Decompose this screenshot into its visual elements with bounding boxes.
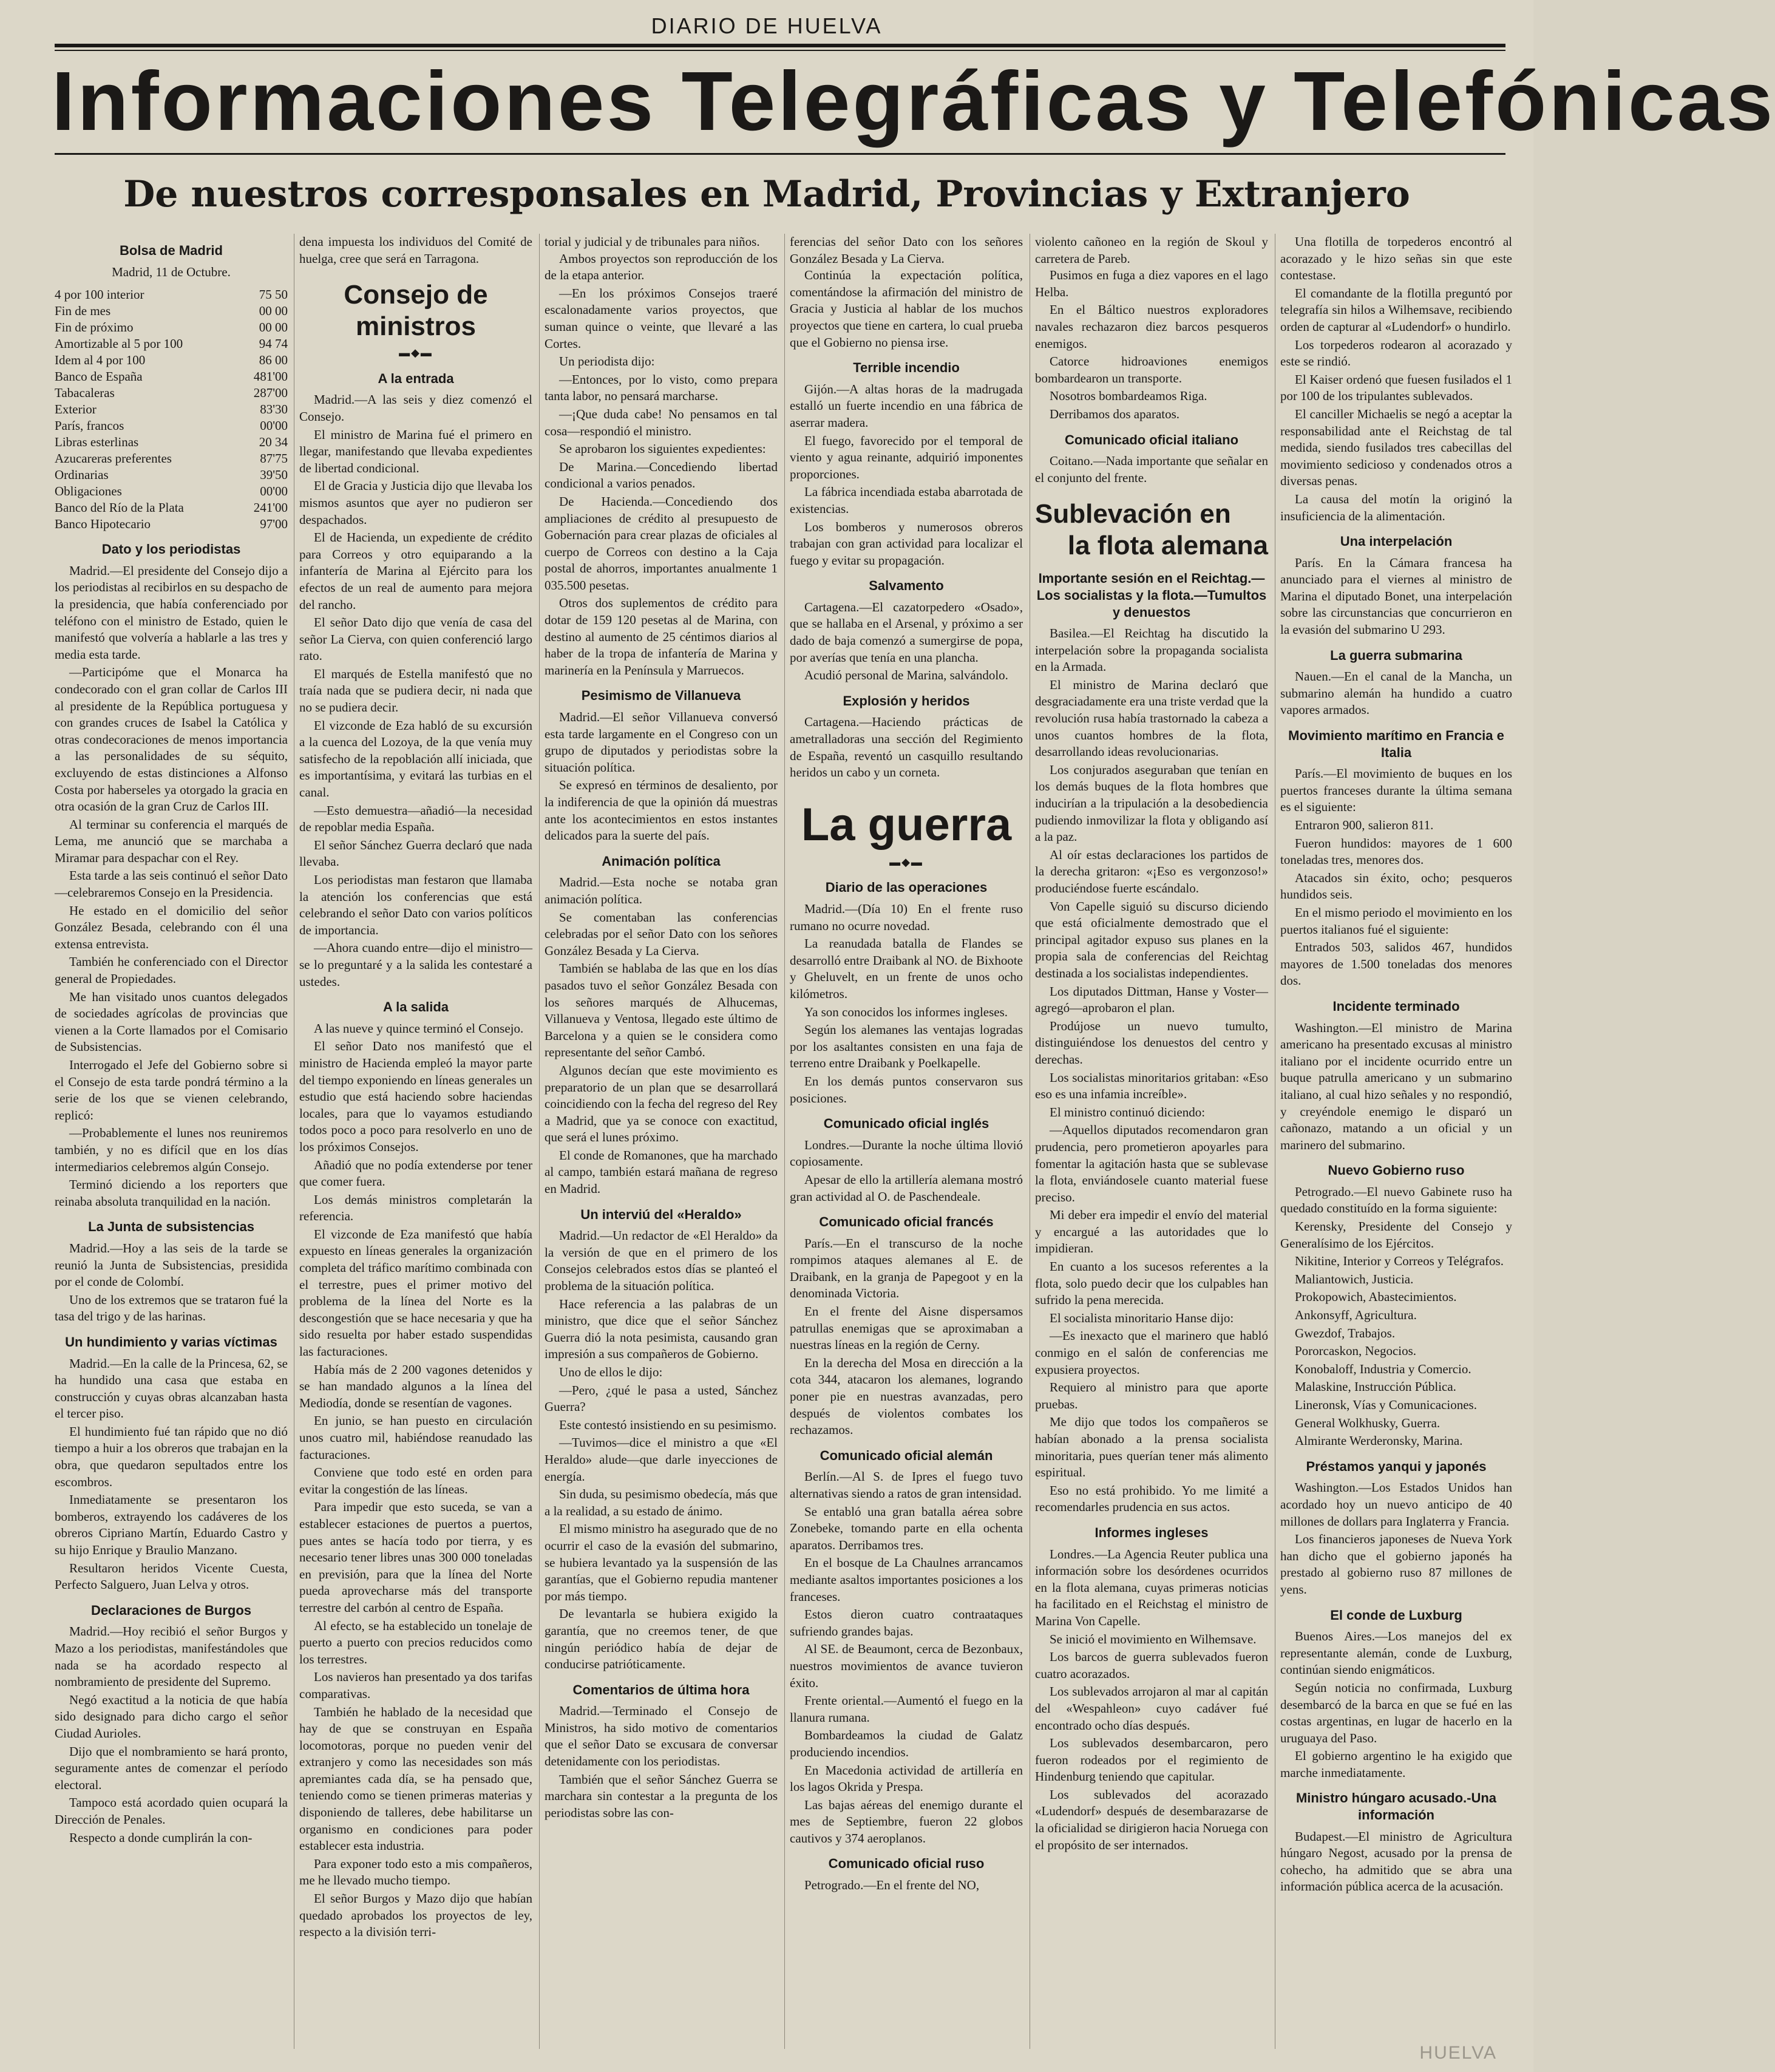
paragraph: A las nueve y quince terminó el Consejo. bbox=[314, 1021, 524, 1036]
article-body bbox=[790, 714, 1023, 781]
stock-value: 97'00 bbox=[260, 517, 288, 532]
paragraph: —Aquellos diputados recomendaron gran prudencia, pero prometieron apoyarles para fomentar la agitación hasta que se sublevase la flota, enviándosele cuanto material fuese preciso. bbox=[1035, 1123, 1268, 1204]
paragraph: Nikitine, Interior y Correos y Telégrafos. bbox=[1295, 1254, 1504, 1269]
paragraph: Entraron 900, salieron 811. bbox=[1295, 818, 1434, 832]
paragraph: En el mismo periodo el movimiento en los puertos italianos fué el siguiente: bbox=[1280, 905, 1512, 937]
paragraph: Ya son conocidos los informes ingleses. bbox=[804, 1004, 1008, 1019]
continued-text: ferencias del señor Dato con los señores González Besada y La Cierva. bbox=[790, 234, 1023, 266]
paragraph: Hace referencia a las palabras de un ministro, que dice que el señor Sánchez Guerra dió la nota pesimista, causando gran impresión a sus compañeros de Gobierno. bbox=[545, 1296, 778, 1362]
stock-name: Amortizable al 5 por 100 bbox=[55, 336, 183, 352]
paragraph: El marqués de Estella manifestó que no traía nada que se pudiera decir, ni nada que no se pudiera decir. bbox=[299, 666, 532, 715]
paragraph: También he hablado de la necesidad que hay de que se construyan en España locomotoras, porque no pueden venir del extranjero y como las necesidades son más apremiantes cada día, se ha pensado que, teniendo como se tienen primeras materias y disponiendo de talleres, debe habilitarse un organismo en condiciones para poder establecer esta industria. bbox=[299, 1704, 532, 1853]
article-body bbox=[1280, 555, 1512, 639]
paragraph: Los socialistas minoritarios gritaban: «Eso eso es una infamia increíble». bbox=[1035, 1070, 1268, 1102]
paragraph: El comandante de la flotilla preguntó por telegrafía sin hilos a Wilhemsave, recibiendo orden de capturar al «Ludendorf» o hundirlo. bbox=[1280, 285, 1512, 334]
section-title: Sublevación en bbox=[1035, 499, 1231, 529]
section-heading: Préstamos yanqui y japonés bbox=[1306, 1458, 1487, 1474]
column-2 bbox=[294, 234, 537, 2049]
paragraph: Conviene que todo esté en orden para evitar la congestión de las líneas. bbox=[299, 1465, 532, 1496]
section-heading: A la salida bbox=[382, 999, 449, 1015]
paragraph: Petrogrado.—En el frente del NO, bbox=[804, 1878, 980, 1893]
paragraph: Este contestó insistiendo en su pesimismo. bbox=[559, 1417, 777, 1432]
stock-name: Tabacaleras bbox=[55, 386, 115, 401]
paragraph: También he conferenciado con el Director general de Propiedades. bbox=[55, 954, 288, 987]
paragraph: El mismo ministro ha asegurado que de no ocurrir el caso de la evasión del submarino, se hubiera levantado ya la suspensión de las garantías, que el Gobierno repudia mantener por más tiempo. bbox=[545, 1521, 778, 1603]
paragraph: —En los próximos Consejos traeré escalonadamente varios proyectos, que suman quince o veinte, que llevaré a las Cortes. bbox=[545, 285, 778, 351]
section-heading: Informes ingleses bbox=[1095, 1524, 1209, 1540]
paragraph: Madrid.—Hoy a las seis de la tarde se reunió la Junta de Subsistencias, presidida por el conde de Colombí. bbox=[55, 1240, 288, 1289]
section-title: la flota alemana bbox=[1067, 531, 1268, 561]
paragraph: Se inició el movimiento en Wilhemsave. bbox=[1050, 1631, 1257, 1646]
paragraph: Mi deber era impedir el envío del material y encargué a las autoridades que lo impidieran. bbox=[1035, 1208, 1268, 1256]
article-body bbox=[1280, 1628, 1512, 1781]
table-row bbox=[55, 418, 288, 434]
article-body bbox=[1280, 668, 1512, 719]
ornament: ▬◆▬ bbox=[889, 855, 923, 868]
article-body bbox=[1280, 1020, 1512, 1154]
paragraph: Un periodista dijo: bbox=[559, 354, 655, 369]
paragraph: Apesar de ello la artillería alemana mostró gran actividad al O. de Paschendeale. bbox=[790, 1172, 1023, 1204]
paragraph: Madrid.—El señor Villanueva conversó esta tarde largamente en el Congreso con un grupo de diputados y periodistas sobre la situación política. bbox=[545, 710, 778, 775]
paragraph: El ministro continuó diciendo: bbox=[1050, 1104, 1206, 1119]
paragraph: En los demás puntos conservaron sus posiciones. bbox=[790, 1073, 1023, 1106]
paragraph: Al SE. de Beaumont, cerca de Bezonbaux, nuestros movimientos de avance tuvieron éxito. bbox=[790, 1642, 1023, 1690]
section-heading: Comunicado oficial italiano bbox=[1064, 432, 1239, 447]
article-body bbox=[1035, 453, 1268, 486]
table-row bbox=[55, 352, 288, 369]
article-body bbox=[545, 251, 778, 679]
paragraph: Los sublevados arrojaron al mar al capitán del «Wespahleon» cuyo cadáver fué encontrado ocho días después. bbox=[1035, 1684, 1268, 1733]
ornament: ▬◆▬ bbox=[399, 347, 433, 359]
section-heading: Ministro húngaro acusado.-Una información bbox=[1295, 1790, 1497, 1823]
paragraph: Sin duda, su pesimismo obedecía, más que a la realidad, a su estado de ánimo. bbox=[545, 1487, 778, 1518]
paragraph: Almirante Werderonsky, Marina. bbox=[1295, 1433, 1463, 1449]
article-body bbox=[790, 267, 1023, 351]
paragraph: Requiero al ministro para que aporte pruebas. bbox=[1035, 1380, 1268, 1411]
section-heading: Un interviú del «Heraldo» bbox=[580, 1206, 742, 1222]
column-5 bbox=[1030, 234, 1273, 2049]
paragraph: El de Hacienda, un expediente de crédito para Correos y otro equiparando a la infantería de Marina al Ejército para los efectos de un real de aumento para mejora del rancho. bbox=[299, 530, 532, 612]
paragraph: El señor Burgos y Mazo dijo que habían quedado aprobados los proyectos de ley, respecto a la división terri- bbox=[299, 1891, 532, 1940]
stock-value: 75 50 bbox=[259, 287, 288, 302]
paragraph: Prodújose un nuevo tumulto, distinguiéndose los denuestos del centro y derechas. bbox=[1035, 1018, 1268, 1067]
war-title: La guerra bbox=[801, 798, 1012, 851]
paragraph: En cuanto a los sucesos referentes a la flota, solo puedo decir que los culpables han sufrido la pena merecida. bbox=[1035, 1259, 1268, 1308]
paragraph: Prokopowich, Abastecimientos. bbox=[1295, 1289, 1457, 1305]
article-body bbox=[545, 1703, 778, 1821]
paragraph: El vizconde de Eza manifestó que había expuesto en líneas generales la organización completa del tráfico marítimo combinada con el terrestre, pues el primer motivo del problema de la línea del Norte es la descongestión que se hace necesaria y que ha sido resuelta por haber estado suspendidas las facturaciones. bbox=[299, 1226, 532, 1359]
paragraph: Madrid.—Terminado el Consejo de Ministros, ha sido motivo de comentarios que el señor Dato se excusara de conversar detenidamente con los periodistas. bbox=[545, 1703, 778, 1769]
paragraph: Eso no está prohibido. Yo me limité a recomendarles prudencia en sus actos. bbox=[1035, 1483, 1268, 1515]
stock-name: Banco de España bbox=[55, 369, 143, 384]
section-heading: Comunicado oficial inglés bbox=[823, 1116, 989, 1132]
section-title: Consejo de ministros bbox=[344, 280, 488, 342]
paragraph: El ministro de Marina fué el primero en llegar, manifestando que llevaba expedientes de libertad condicional. bbox=[299, 427, 532, 475]
section-heading: Un hundimiento y varias víctimas bbox=[65, 1334, 277, 1350]
paragraph: El conde de Romanones, que ha marchado al campo, también estará mañana de regreso en Madrid. bbox=[545, 1147, 778, 1197]
paragraph: Los torpederos rodearon al acorazado y este se rindió. bbox=[1280, 337, 1512, 369]
paragraph: Los diputados Dittman, Hanse y Voster—agregó—aprobaron el plan. bbox=[1035, 983, 1268, 1016]
paragraph: Los navieros han presentado ya dos tarifas comparativas. bbox=[299, 1669, 532, 1701]
article-body bbox=[790, 901, 1023, 1107]
table-row bbox=[55, 369, 288, 385]
stock-value: 00'00 bbox=[260, 484, 288, 499]
paragraph: Konobaloff, Industria y Comercio. bbox=[1295, 1361, 1471, 1376]
paragraph: Uno de los extremos que se trataron fué la tasa del trigo y de las harinas. bbox=[55, 1292, 288, 1324]
paragraph: Coitano.—Nada importante que señalar en el conjunto del frente. bbox=[1035, 453, 1268, 485]
stock-value: 00 00 bbox=[259, 320, 288, 335]
paragraph: También que el señor Sánchez Guerra se marchara sin contestar a la pregunta de los periodistas sobre las con- bbox=[545, 1771, 778, 1820]
paragraph: Algunos decían que este movimiento es preparatorio de un plan que se desarrollará coincidiendo con la fecha del regreso del Rey a Madrid, que ya se conoce con exactitud, que será el lunes próximo. bbox=[545, 1062, 778, 1145]
column-3 bbox=[539, 234, 782, 2049]
paragraph: En la derecha del Mosa en dirección a la cota 344, atacaron los alemanes, logrando poner pie en nuestras avanzadas, pero después de violentos combates los rechazamos. bbox=[790, 1355, 1023, 1438]
paragraph: Los demás ministros completarán la referencia. bbox=[299, 1192, 532, 1224]
section-heading: Declaraciones de Burgos bbox=[90, 1602, 252, 1618]
paragraph: De Hacienda.—Concediendo dos ampliaciones de crédito al presupuesto de Gobernación para crear plazas de oficiales al cuerpo de Correos con destino a la Caja postal de ahorros, importantes anualmente 1 035.500 pesetas. bbox=[545, 494, 778, 593]
paragraph: El fuego, favorecido por el temporal de viento y agua reinante, adquirió imponentes proporciones. bbox=[790, 433, 1023, 481]
column-1 bbox=[55, 234, 293, 2049]
stock-name: Idem al 4 por 100 bbox=[55, 353, 146, 368]
stock-value: 94 74 bbox=[259, 336, 288, 352]
paragraph: He estado en el domicilio del señor González Besada, celebrando con él una extensa entrevista. bbox=[55, 903, 288, 951]
paragraph: De Marina.—Concediendo libertad condicional a varios penados. bbox=[545, 459, 778, 491]
paragraph: Washington.—Los Estados Unidos han acordado hoy un nuevo anticipo de 40 millones de dollars para Inglaterra y Francia. bbox=[1280, 1480, 1512, 1529]
article-body bbox=[1280, 234, 1512, 525]
paragraph: Se comentaban las conferencias celebradas por el señor Dato con los señores González Besada y La Cierva. bbox=[545, 909, 778, 958]
paragraph: Petrogrado.—El nuevo Gabinete ruso ha quedado constituído en la forma siguiente: bbox=[1280, 1184, 1512, 1216]
paragraph: —Esto demuestra—añadió—la necesidad de repoblar media España. bbox=[299, 803, 532, 835]
paragraph: Terminó diciendo a los reporters que reinaba absoluta tranquilidad en la nación. bbox=[55, 1177, 288, 1209]
article-body bbox=[545, 1228, 778, 1673]
continued-text: torial y judicial y de tribunales para niños. bbox=[545, 234, 760, 249]
table-row bbox=[55, 450, 288, 467]
paragraph: Kerensky, Presidente del Consejo y Generalísimo de los Ejércitos. bbox=[1280, 1219, 1512, 1251]
paragraph: —Pero, ¿qué le pasa a usted, Sánchez Guerra? bbox=[545, 1382, 778, 1415]
article-body bbox=[55, 1623, 288, 1846]
paragraph: Una flotilla de torpederos encontró al acorazado y le hizo señas sin que este contestase. bbox=[1280, 234, 1512, 283]
paragraph: Estos dieron cuatro contraataques sufriendo grandes bajas. bbox=[790, 1607, 1023, 1639]
table-row bbox=[55, 467, 288, 483]
paragraph: Madrid.—Hoy recibió el señor Burgos y Mazo a los periodistas, manifestándoles que nada se ha acordado respecto al nombramiento de presidente del Supremo. bbox=[55, 1624, 288, 1690]
paragraph: En el Báltico nuestros exploradores navales rechazaron diez barcos pesqueros enemigos. bbox=[1035, 302, 1268, 351]
paragraph: Continúa la expectación política, comentándose la afirmación del ministro de Gracia y Justicia al hablar de los muchos proyectos que tiene en cartera, lo cual prueba que el Gobierno no piensa irse. bbox=[790, 268, 1023, 350]
table-row bbox=[55, 287, 288, 303]
article-body bbox=[790, 599, 1023, 684]
paragraph: Entrados 503, salidos 467, hundidos mayores de 1.500 toneladas dos menores dos. bbox=[1280, 940, 1512, 988]
stock-value: 241'00 bbox=[253, 500, 288, 515]
paragraph: Respecto a donde cumplirán la con- bbox=[69, 1830, 253, 1845]
stock-value: 00 00 bbox=[259, 304, 288, 319]
paragraph: Madrid.—El presidente del Consejo dijo a los periodistas al recibirlos en su despacho de la presidencia, que había conferenciado por teléfono con el ministro de Estado, quien le manifestó que volvería a hablarle a las tres y media esta tarde. bbox=[55, 563, 288, 662]
article-body bbox=[299, 392, 532, 990]
paragraph: Madrid.—(Día 10) En el frente ruso rumano no ocurre novedad. bbox=[790, 902, 1023, 933]
article-body bbox=[1280, 1184, 1512, 1450]
paragraph: El señor Dato dijo que venía de casa del señor La Cierva, con quien conferenció largo rato. bbox=[299, 615, 532, 664]
paragraph: El vizconde de Eza habló de su excursión a la cuenca del Lozoya, de la que venía muy satisfecho de la repoblación allí iniciada, que es importantísima, y evitará las turbias en el canal. bbox=[299, 718, 532, 800]
paragraph: Fueron hundidos: mayores de 1 600 toneladas tres, menores dos. bbox=[1280, 835, 1512, 868]
paragraph: Los financieros japoneses de Nueva York han dicho que el gobierno japonés ha prestado al gobierno ruso 87 millones de yens. bbox=[1280, 1532, 1512, 1597]
stock-name: Banco Hipotecario bbox=[55, 517, 151, 532]
top-rule-thin bbox=[55, 50, 1505, 51]
paragraph: Los sublevados desembarcaron, pero fueron rodeados por el regimiento de Hindenburg teniendo que capitular. bbox=[1035, 1736, 1268, 1784]
paragraph: Me han visitado unos cuantos delegados de sociedades agrícolas de provincias que vienen a la Corte llamados por el Comisario de Subsistencias. bbox=[55, 989, 288, 1055]
paragraph: Basilea.—El Reichtag ha discutido la interpelación sobre la propaganda socialista en la Armada. bbox=[1035, 626, 1268, 674]
paragraph: Nosotros bombardeamos Riga. bbox=[1050, 389, 1207, 404]
column-6 bbox=[1275, 234, 1512, 2049]
paragraph: Maliantowich, Justicia. bbox=[1295, 1271, 1414, 1286]
paragraph: Cartagena.—Haciendo prácticas de ametralladoras una sección del Regimiento de España, reventó un casquillo resultando heridos un cabo y un corneta. bbox=[790, 715, 1023, 780]
paragraph: —Tuvimos—dice el ministro a que «El Heraldo» alude—que darle inyecciones de energía. bbox=[545, 1435, 778, 1484]
paragraph: Los sublevados del acorazado «Ludendorf» después de desembarazarse de la oficialidad se dirigieron hacia Noruega con el propósito de ser internados. bbox=[1035, 1787, 1268, 1852]
article-body bbox=[1280, 1829, 1512, 1895]
article-body bbox=[1035, 1546, 1268, 1854]
masthead-rule bbox=[55, 153, 1505, 155]
paragraph: El señor Dato nos manifestó que el ministro de Hacienda empleó la mayor parte del tiempo exponiendo en líneas generales un estudio que está haciendo sobre haciendas locales, para que lo vayamos estudiando todos poco a poco para resolverlo en uno de los próximos Consejos. bbox=[299, 1039, 532, 1154]
paragraph: Al terminar su conferencia el marqués de Lema, me anunció que se marchaba a Miramar para despachar con el Rey. bbox=[55, 817, 288, 865]
table-row bbox=[55, 336, 288, 352]
article-body bbox=[55, 563, 288, 1211]
section-heading: Comentarios de última hora bbox=[572, 1682, 750, 1697]
stock-value: 20 34 bbox=[259, 435, 288, 450]
article-body bbox=[55, 1356, 288, 1594]
section-heading: Movimiento marítimo en Francia e Italia bbox=[1288, 728, 1504, 760]
paragraph: El ministro de Marina declaró que desgraciadamente era una triste verdad que la revolución rusa había trastornado la cabeza a unos cuantos hombres de la flota, desarrollando ideas revolucionarias. bbox=[1035, 677, 1268, 759]
paragraph: —Ahora cuando entre—dijo el ministro—se lo preguntaré y a la salida les contestaré a ustedes. bbox=[299, 940, 532, 989]
paragraph: Atacados sin éxito, ocho; pesqueros hundidos seis. bbox=[1280, 870, 1512, 902]
paragraph: París.—El movimiento de buques en los puertos franceses durante la última semana es el siguiente: bbox=[1280, 766, 1512, 815]
paragraph: Von Capelle siguió su discurso diciendo que está oficialmente demostrado que el principal agitador expuso sus planes en la propia sala de conferencias del Reichtag destinada a los socialistas independientes. bbox=[1035, 898, 1268, 980]
section-heading: La guerra submarina bbox=[1330, 647, 1462, 663]
section-heading: Nuevo Gobierno ruso bbox=[1328, 1163, 1465, 1178]
paragraph: Catorce hidroaviones enemigos bombardearon un transporte. bbox=[1035, 354, 1268, 386]
section-heading: El conde de Luxburg bbox=[1330, 1607, 1462, 1623]
paragraph: Interrogado el Jefe del Gobierno sobre si el Consejo de esta tarde pondrá término a la serie de los que se vienen celebrando, replicó: bbox=[55, 1058, 288, 1123]
section-heading: Una interpelación bbox=[1340, 534, 1453, 549]
stock-value: 39'50 bbox=[260, 467, 288, 483]
paragraph: Malaskine, Instrucción Pública. bbox=[1295, 1379, 1456, 1394]
paragraph: Pusimos en fuga a diez vapores en el lago Helba. bbox=[1035, 268, 1268, 299]
paragraph: Se entabló una gran batalla aérea sobre Zonebeke, tomando parte en ella ochenta aparatos. Derribamos tres. bbox=[790, 1504, 1023, 1552]
paragraph: Negó exactitud a la noticia de que había sido designado para dicho cargo el señor Ciudad Aurioles. bbox=[55, 1692, 288, 1741]
section-heading: Salvamento bbox=[869, 578, 944, 594]
section-heading: Pesimismo de Villanueva bbox=[581, 688, 741, 704]
paragraph: Las bajas aéreas del enemigo durante el mes de Septiembre, fueron 22 globos cautivos y 374 aeroplanos. bbox=[790, 1797, 1023, 1846]
paragraph: Uno de ellos le dijo: bbox=[559, 1365, 663, 1379]
paragraph: Madrid.—A las seis y diez comenzó el Consejo. bbox=[299, 392, 532, 424]
paragraph: Madrid.—Esta noche se notaba gran animación política. bbox=[545, 875, 778, 906]
paragraph: En Macedonia actividad de artillería en los lagos Okrida y Prespa. bbox=[790, 1762, 1023, 1795]
paragraph: París.—En el transcurso de la noche rompimos ataques alemanes al E. de Draibank, en la granja de Papegoot y en la denominada Victoria. bbox=[790, 1235, 1023, 1301]
stock-value: 481'00 bbox=[253, 369, 288, 384]
section-heading: Diario de las operaciones bbox=[825, 880, 988, 895]
article-body bbox=[790, 1469, 1023, 1847]
paragraph: Buenos Aires.—Los manejos del ex representante alemán, conde de Luxburg, continúan siendo enigmáticos. bbox=[1280, 1629, 1512, 1677]
stock-name: Fin de mes bbox=[55, 304, 111, 319]
paragraph: Washington.—El ministro de Marina americano ha presentado excusas al ministro italiano por el incidente ocurrido entre un buque patrulla americano y un submarino italiano, al cual hizo señales y no respondió, y creyéndole enemigo le disparó un cañonazo, matando a un oficial y un marinero del submarino. bbox=[1280, 1020, 1512, 1152]
column-4 bbox=[784, 234, 1028, 2049]
paragraph: Budapest.—El ministro de Agricultura húngaro Negost, acusado por la prensa de cohecho, ha admitido que se abra una información pública acerca de la acusación. bbox=[1280, 1829, 1512, 1894]
article-body bbox=[545, 709, 778, 844]
article-body bbox=[790, 1877, 1023, 1894]
article-body bbox=[55, 1240, 288, 1325]
stock-name: Libras esterlinas bbox=[55, 435, 139, 450]
paragraph: El señor Sánchez Guerra declaró que nada llevaba. bbox=[299, 837, 532, 869]
paragraph: Ambos proyectos son reproducción de los de la etapa anterior. bbox=[545, 251, 778, 283]
paragraph: —¡Que duda cabe! No pensamos en tal cosa—respondió el ministro. bbox=[545, 406, 778, 438]
paragraph: Otros dos suplementos de crédito para dotar de 159 120 pesetas al de Marina, con destino al aumento de 25 céntimos diarios al haber de la tropa de infantería de Marina y marinería en la Península y Marruecos. bbox=[545, 596, 778, 678]
stock-name: Ordinarias bbox=[55, 467, 109, 483]
paragraph: París. En la Cámara francesa ha anunciado para el viernes al ministro de Marina el diputado Bonet, una interpelación sobre las circunstancias que concurrieron en la evasión del submarino U 293. bbox=[1280, 555, 1512, 637]
paragraph: Esta tarde a las seis continuó el señor Dato—celebraremos Consejo en la Presidencia. bbox=[55, 868, 288, 900]
stock-name: Fin de próximo bbox=[55, 320, 134, 335]
article-body bbox=[790, 381, 1023, 569]
paragraph: Pororcaskon, Negocios. bbox=[1295, 1343, 1417, 1359]
table-row bbox=[55, 483, 288, 500]
paragraph: Los periodistas man festaron que llamaba la atención los conferencias que está celebrando el señor Dato con varios políticos de importancia. bbox=[299, 872, 532, 937]
stock-table bbox=[55, 287, 288, 532]
article-body bbox=[1280, 766, 1512, 990]
paragraph: Derribamos dos aparatos. bbox=[1050, 406, 1180, 421]
table-row bbox=[55, 516, 288, 532]
paragraph: Frente oriental.—Aumentó el fuego en la llanura rumana. bbox=[790, 1693, 1023, 1725]
paragraph: Se aprobaron los siguientes expedientes: bbox=[559, 441, 766, 457]
paragraph: Ankonsyff, Agricultura. bbox=[1295, 1308, 1417, 1323]
paragraph: De levantarla se hubiera exigido la garantía, que no creemos tener, de que ningún periódico había de dejar de conducirse patrióticamente. bbox=[545, 1606, 778, 1672]
section-heading: Bolsa de Madrid bbox=[120, 243, 223, 258]
section-heading: A la entrada bbox=[378, 370, 454, 386]
paragraph: Los bomberos y numerosos obreros trabajan con gran actividad para localizar el fuego y evitar su propagación. bbox=[790, 519, 1023, 568]
article-body bbox=[1035, 267, 1268, 423]
paragraph: El Kaiser ordenó que fuesen fusilados el 1 por 100 de los tripulantes sublevados. bbox=[1280, 372, 1512, 404]
article-body bbox=[790, 1137, 1023, 1205]
article-body bbox=[1280, 1479, 1512, 1598]
paragraph: La fábrica incendiada estaba abarrotada de existencias. bbox=[790, 484, 1023, 516]
continued-text: dena impuesta los individuos del Comité de huelga, cree que será en Tarragona. bbox=[299, 234, 532, 266]
section-heading: Incidente terminado bbox=[1332, 998, 1460, 1014]
stock-value: 00'00 bbox=[260, 418, 288, 433]
section-heading: Explosión y heridos bbox=[843, 693, 970, 708]
paragraph: Berlín.—Al S. de Ipres el fuego tuvo alternativas siendo a ratos de gran intensidad. bbox=[790, 1469, 1023, 1501]
stock-value: 287'00 bbox=[253, 386, 288, 401]
article-body bbox=[790, 1235, 1023, 1439]
paragraph: Londres.—La Agencia Reuter publica una información sobre los desórdenes ocurridos en la flota alemana, cuyas primeras noticias ha facilitado en el Reichstag el ministro de Marina Von Capelle. bbox=[1035, 1546, 1268, 1628]
stock-name: Exterior bbox=[55, 402, 97, 417]
paragraph: En el frente del Aisne dispersamos patrullas enemigas que se aproximaban a nuestras líneas en la región de Cerny. bbox=[790, 1304, 1023, 1353]
stock-name: París, francos bbox=[55, 418, 124, 433]
table-row bbox=[55, 385, 288, 401]
paragraph: En junio, se han puesto en circulación unos cuatro mil, habiéndose reanudado las facturaciones. bbox=[299, 1413, 532, 1462]
paragraph: Nauen.—En el canal de la Mancha, un submarino alemán ha hundido a cuatro vapores armados. bbox=[1280, 669, 1512, 718]
paragraph: Se expresó en términos de desaliento, por la indiferencia de que la opinión dá muestras ante los acontecimientos en estos instantes delicados para la suerte del país. bbox=[545, 778, 778, 843]
article-body bbox=[545, 874, 778, 1197]
paragraph: El hundimiento fué tan rápido que no dió tiempo a huir a los obreros que trabajan en la obra, que quedaron sepultados entre los escombros. bbox=[55, 1424, 288, 1489]
paragraph: Londres.—Durante la noche última llovió copiosamente. bbox=[790, 1137, 1023, 1169]
paragraph: Madrid.—En la calle de la Princesa, 62, se ha hundido una casa que estaba en construcción y cuyas obras alcanzaban hasta el tercer piso. bbox=[55, 1356, 288, 1421]
paragraph: Los conjurados aseguraban que tenían en los demás buques de la flota hombres que inducirían a la tripulación a la desobediencia pudiendo inmovilizar la flota y obligando así a la paz. bbox=[1035, 762, 1268, 844]
paragraph: Añadió que no podía extenderse por tener que comer fuera. bbox=[299, 1157, 532, 1189]
paragraph: —Entonces, por lo visto, como prepara tanta labor, no pensará marcharse. bbox=[545, 372, 778, 404]
stock-name: Azucareras preferentes bbox=[55, 451, 172, 466]
paragraph: Gwezdof, Trabajos. bbox=[1295, 1325, 1396, 1340]
table-row bbox=[55, 434, 288, 450]
subtitle: De nuestros corresponsales en Madrid, Provincias y Extranjero bbox=[123, 173, 1410, 216]
paragraph: En el bosque de La Chaulnes arrancamos mediante asaltos importantes posiciones a los franceses. bbox=[790, 1555, 1023, 1604]
stock-name: Obligaciones bbox=[55, 484, 122, 499]
stock-value: 86 00 bbox=[259, 353, 288, 368]
paragraph: Tampoco está acordado quien ocupará la Dirección de Penales. bbox=[55, 1795, 288, 1827]
paragraph: Para exponer todo esto a mis compañeros, me he llevado mucho tiempo. bbox=[299, 1856, 532, 1888]
paragraph: —Es inexacto que el marinero que habló conmigo en el salón de conferencias me expusiera proyectos. bbox=[1035, 1328, 1268, 1377]
section-heading: Animación política bbox=[602, 853, 721, 869]
table-row bbox=[55, 303, 288, 319]
paragraph: También se hablaba de las que en los días pasados tuvo el señor González Besada con los señores marqués de Alhucemas, Villanueva y Ventosa, llegado este último de Barcelona y a quien se le considera como representante del señor Cambó. bbox=[545, 961, 778, 1060]
section-heading: Comunicado oficial francés bbox=[819, 1214, 994, 1230]
paragraph: El gobierno argentino le ha exigido que marche inmediatamente. bbox=[1280, 1748, 1512, 1780]
paragraph: Me dijo que todos los compañeros se habían abonado a la prensa socialista minoritaria, pues querían tener más alimento espiritual. bbox=[1035, 1415, 1268, 1480]
table-row bbox=[55, 319, 288, 336]
section-heading: La Junta de subsistencias bbox=[88, 1219, 254, 1235]
paragraph: Al efecto, se ha establecido un tonelaje de puerto a puerto con precios reducidos como los terrestres. bbox=[299, 1618, 532, 1666]
paragraph: —Participóme que el Monarca ha condecorado con el gran collar de Carlos III al presidente de la República portuguesa y con grandes cruces de Isabel la Católica y otras condecoraciones de menos importancia a las personalidades de su séquito, excluyendo de estas distinciones a Alfonso Costa por haberseles ya otorgado la gracia en otra ocasión de la gran Cruz de Carlos III. bbox=[55, 665, 288, 814]
paragraph: General Wolkhusky, Guerra. bbox=[1295, 1415, 1441, 1430]
table-row bbox=[55, 401, 288, 418]
table-row bbox=[55, 500, 288, 516]
article-body bbox=[299, 1021, 532, 1941]
paragraph: Al oír estas declaraciones los partidos de la derecha gritaron: «¡Eso es vergonzoso!» produciéndose fuerte escándalo. bbox=[1035, 847, 1268, 895]
paragraph: Inmediatamente se presentaron los bomberos, extrayendo los cadáveres de los obreros Cipriano Martín, Eduardo Castro y su hijo Enrique y Braulio Manzano. bbox=[55, 1492, 288, 1558]
paragraph: Acudió personal de Marina, salvándolo. bbox=[804, 668, 1008, 683]
paragraph: Cartagena.—El cazatorpedero «Osado», que se hallaba en el Arsenal, y próximo a ser dado de baja comenzó a sumergirse de popa, por averías que tenía en una plancha. bbox=[790, 599, 1023, 665]
paragraph: El de Gracia y Justicia dijo que llevaba los mismos asuntos que ayer no pudieron ser despachados. bbox=[299, 478, 532, 527]
paragraph: Dijo que el nombramiento se hará pronto, seguramente antes de comenzar el período electoral. bbox=[55, 1744, 288, 1792]
paragraph: Lineronsk, Vías y Comunicaciones. bbox=[1295, 1398, 1477, 1412]
paragraph: Los barcos de guerra sublevados fueron cuatro acorazados. bbox=[1035, 1649, 1268, 1681]
paragraph: Madrid.—Un redactor de «El Heraldo» da la versión de que en el primero de los Consejos celebrados estos días se planteó el problema de la situación política. bbox=[545, 1228, 778, 1294]
paragraph: Según noticia no confirmada, Luxburg desembarcó de la barca en que se fué en las costas argentinas, en lugar de hacerlo en la uruguaya del Paso. bbox=[1280, 1680, 1512, 1745]
stock-value: 83'30 bbox=[260, 402, 288, 417]
masthead-title: Informaciones Telegráficas y Telefónicas bbox=[52, 55, 1775, 148]
paragraph: La causa del motín la originó la insuficiencia de la alimentación. bbox=[1280, 491, 1512, 523]
continued-text: violento cañoneo en la región de Skoul y carretera de Pareb. bbox=[1035, 234, 1268, 266]
section-heading: Importante sesión en el Reichtag.—Los socialistas y la flota.—Tumultos y denuestos bbox=[1036, 571, 1267, 620]
section-heading: Dato y los periodistas bbox=[101, 542, 241, 557]
section-heading: Comunicado oficial alemán bbox=[820, 1447, 993, 1463]
dateline: Madrid, 11 de Octubre. bbox=[112, 264, 231, 279]
running-head: DIARIO DE HUELVA bbox=[651, 13, 883, 38]
paragraph: Resultaron heridos Vicente Cuesta, Perfecto Salguero, Juan Lelva y otros. bbox=[55, 1560, 288, 1592]
section-heading: Comunicado oficial ruso bbox=[828, 1856, 985, 1872]
paragraph: Según los alemanes las ventajas logradas por los asaltantes consisten en una faja de terreno entre Draibank y Poelkapelle. bbox=[790, 1022, 1023, 1071]
paragraph: Gijón.—A altas horas de la madrugada estalló un fuerte incendio en una fábrica de aserrar madera. bbox=[790, 381, 1023, 430]
paragraph: —Probablemente el lunes nos reuniremos también, y no es difícil que en los días intermediarios celebremos algún Consejo. bbox=[55, 1126, 288, 1174]
paragraph: Bombardeamos la ciudad de Galatz produciendo incendios. bbox=[790, 1728, 1023, 1759]
watermark: HUELVA bbox=[1419, 2043, 1497, 2063]
section-heading: Terrible incendio bbox=[853, 360, 960, 376]
stock-value: 87'75 bbox=[260, 451, 288, 466]
paragraph: Había más de 2 200 vagones detenidos y se han mandado algunos a la línea del Mediodía, donde se resentían de vagones. bbox=[299, 1362, 532, 1410]
stock-name: 4 por 100 interior bbox=[55, 287, 144, 302]
columns bbox=[55, 234, 1512, 2049]
stock-name: Banco del Río de la Plata bbox=[55, 500, 184, 515]
paragraph: La reanudada batalla de Flandes se desarrolló entre Draibank al NO. de Bixhoote y Gheluvelt, en un frente de unos ocho kilómetros. bbox=[790, 936, 1023, 1001]
paragraph: Para impedir que esto suceda, se van a establecer estaciones de puertos a puertos, pues antes se hacía todo por tierra, y es necesario tener libres unas 300 000 toneladas en previsión, para que la línea del Norte pueda aprovecharse más del transporte terrestre del carbón al centro de España. bbox=[299, 1500, 532, 1615]
article-body bbox=[1035, 625, 1268, 1516]
paragraph: El socialista minoritario Hanse dijo: bbox=[1050, 1310, 1234, 1325]
paragraph: El canciller Michaelis se negó a aceptar la responsabilidad ante el Reichstag de tal medida, siendo fusilados tres cabecillas del movimiento sedicioso y condenados otros a diversas penas. bbox=[1280, 406, 1512, 489]
top-rule bbox=[55, 44, 1505, 47]
